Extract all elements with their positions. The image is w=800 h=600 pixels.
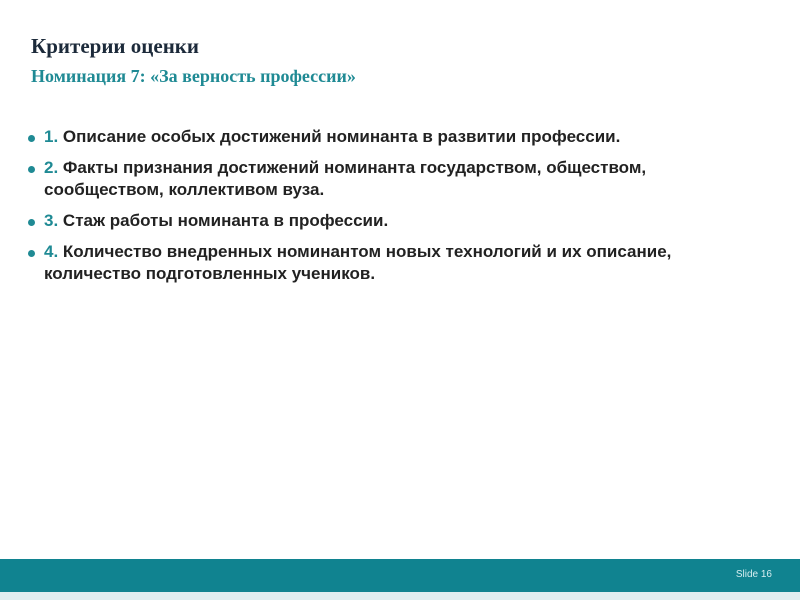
criteria-item [28, 126, 728, 148]
criteria-item [28, 210, 728, 232]
bullet-icon [28, 135, 35, 142]
bullet-icon [28, 219, 35, 226]
criteria-number: 3. [44, 211, 59, 230]
criteria-number: 1. [44, 127, 59, 146]
criteria-text: Факты признания достижений номинанта государством, обществом, сообществом, коллективом вуза. [44, 158, 647, 199]
slide-title: Критерии оценки [31, 34, 199, 58]
criteria-number: 4. [44, 242, 59, 261]
criteria-text: Описание особых достижений номинанта в развитии профессии. [58, 127, 621, 146]
bullet-icon [28, 166, 35, 173]
criteria-item [28, 157, 728, 201]
criteria-list [28, 126, 728, 294]
criteria-item [28, 241, 728, 285]
footer-stripe [0, 592, 800, 600]
footer-bar [0, 559, 800, 592]
bullet-icon [28, 250, 35, 257]
slide-subtitle: Номинация 7: «За верность профессии» [31, 66, 356, 86]
criteria-text: Стаж работы номинанта в профессии. [58, 211, 389, 230]
criteria-text: Количество внедренных номинантом новых технологий и их описание, количество подготовленных учеников. [44, 242, 672, 283]
slide-number: Slide 16 [735, 569, 772, 580]
criteria-number: 2. [44, 158, 59, 177]
